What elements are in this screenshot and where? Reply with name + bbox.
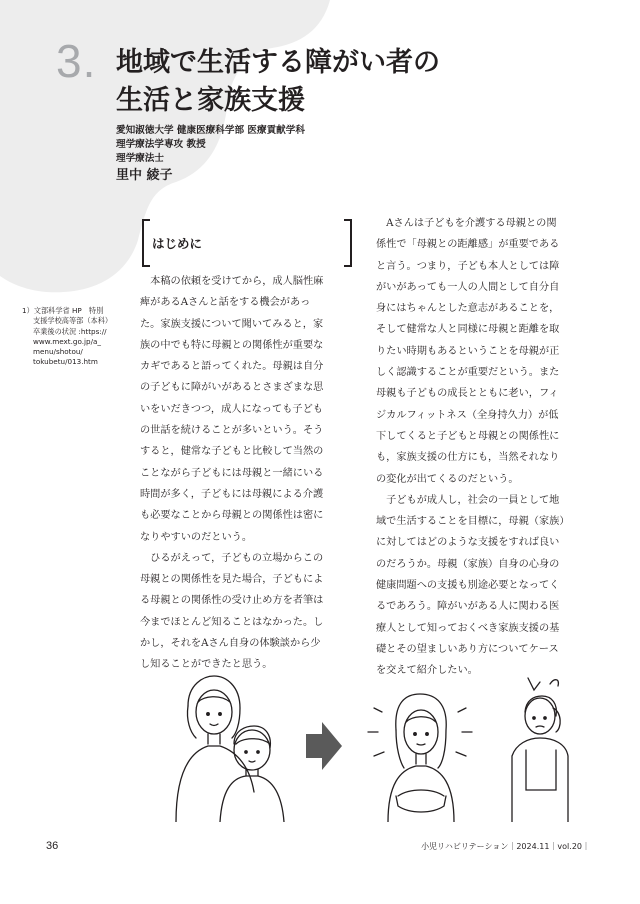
body-text-line: し知ることができたと思う。 bbox=[140, 659, 273, 671]
body-column-right bbox=[376, 213, 590, 682]
body-text-line: た。家族支援について聞いてみると，家 bbox=[140, 318, 324, 330]
footnote-line: www.mext.go.jp/a_ bbox=[33, 336, 102, 346]
title-line: 地域で生活する障がい者の bbox=[116, 47, 440, 78]
body-text-line: のだろうか。母親（家族）自身の心身の bbox=[376, 558, 560, 570]
footnote-line: 支援学校高等部（本科） bbox=[33, 316, 113, 326]
body-text-line: ひるがえって，子どもの立場からこの bbox=[140, 552, 324, 564]
body-text-line: 時間が多く，子どもには母親による介護 bbox=[140, 488, 324, 500]
body-text-line: 母親も子どもの成長とともに老い，フィ bbox=[376, 388, 559, 400]
body-text-line: も，家族支援の仕方にも，当然それなり bbox=[376, 452, 560, 464]
affiliation-line: 愛知淑徳大学 健康医療科学部 医療貢献学科 bbox=[116, 125, 305, 136]
body-text-line: 痺があるAさんと話をする機会があっ bbox=[140, 297, 311, 309]
body-text-line: Aさんは子どもを介護する母親との関 bbox=[376, 218, 557, 229]
body-text-line: 今までほとんど知ることはなかった。し bbox=[140, 616, 324, 628]
body-text-line: るであろう。障がいがある人に関わる医 bbox=[376, 601, 560, 613]
chapter-number: 3. bbox=[56, 35, 97, 87]
body-text-line: の子どもに障がいがあるとさまざまな思 bbox=[140, 382, 324, 394]
section-heading bbox=[140, 218, 354, 268]
body-text-line: いをいだきつつ，成人になっても子ども bbox=[140, 403, 323, 415]
body-text-line: しく認識することが重要だという。また bbox=[376, 367, 560, 379]
body-text-line: る母親との関係性の受け止め方を者筆は bbox=[140, 595, 324, 607]
footnote bbox=[22, 306, 126, 368]
mother-child-illustration bbox=[170, 672, 590, 822]
body-text-line: 本稿の依頼を受けてから，成人脳性麻 bbox=[140, 276, 324, 287]
arrow-right-icon bbox=[306, 722, 342, 770]
title-line: 生活と家族支援 bbox=[116, 85, 305, 116]
body-text-line: に対してはどのような支援をすれば良い bbox=[376, 537, 560, 549]
body-text-line: 下してくると子どもと母親との関係性に bbox=[376, 430, 560, 442]
body-text-line: がいがあっても一人の人間として自分自 bbox=[376, 281, 560, 293]
body-text-line: なりやすいのだという。 bbox=[140, 531, 253, 543]
body-text-line: カギであると語ってくれた。母親は自分 bbox=[140, 361, 324, 373]
affiliation-line: 理学療法士 bbox=[116, 153, 164, 164]
affiliation-line: 理学療法学専攻 教授 bbox=[116, 139, 206, 150]
body-text-line: 礎とその望ましいあり方についてケース bbox=[376, 643, 559, 655]
mother-figure-icon bbox=[176, 676, 254, 822]
body-text-line: ジカルフィットネス（全身持久力）が低 bbox=[376, 409, 559, 421]
body-text-line: 身にはちゃんとした意志があることを， bbox=[376, 303, 560, 315]
body-text-line: 母親との関係性を見た場合，子どもによ bbox=[140, 574, 324, 586]
body-text-line: 族の中でも特に母親との関係性が重要な bbox=[140, 339, 324, 351]
author-block bbox=[116, 124, 305, 185]
footnote-line: tokubetu/013.htm bbox=[33, 357, 98, 367]
body-text-line: も必要なことから母親との関係性は密に bbox=[140, 510, 324, 522]
body-text-line: と言う。つまり，子ども本人としては障 bbox=[376, 260, 560, 272]
journal-footer: 小児リハビリテーション｜2024.11｜vol.20｜ bbox=[421, 842, 590, 851]
body-column-left bbox=[140, 271, 354, 676]
woman-crossed-arms-icon bbox=[368, 694, 472, 822]
section-heading-text: はじめに bbox=[152, 236, 203, 251]
page-number: 36 bbox=[46, 840, 59, 852]
footnote-line: 1）文部科学省 HP 特別 bbox=[22, 306, 104, 315]
body-text-line: そして健常な人と同様に母親と距離を取 bbox=[376, 324, 560, 336]
body-text-line: 健康問題への支援も別途必要となってく bbox=[376, 580, 560, 592]
body-text-line: 療人として知っておくべき家族支援の基 bbox=[376, 622, 560, 634]
body-text-line: ことながら子どもには母親と一緒にいる bbox=[140, 467, 324, 479]
older-woman-icon bbox=[512, 678, 568, 822]
body-text-line: すると，健常な子どもと比較して当然の bbox=[140, 446, 324, 458]
body-text-line: の変化が出てくるのだという。 bbox=[376, 473, 519, 485]
body-text-line: 域で生活することを目標に，母親（家族） bbox=[376, 516, 570, 528]
footnote-line: menu/shotou/ bbox=[33, 347, 83, 357]
article-title bbox=[116, 44, 440, 120]
footnote-line: 卒業後の状況 :https:// bbox=[33, 326, 107, 336]
body-text-line: かし，それをAさん自身の体験談から少 bbox=[140, 638, 321, 650]
body-text-line: 子どもが成人し，社会の一員として地 bbox=[376, 494, 560, 506]
author-name: 里中 綾子 bbox=[116, 168, 173, 183]
body-text-line: りたい時期もあるということを母親が正 bbox=[376, 345, 560, 357]
body-text-line: を交えて紹介したい。 bbox=[376, 665, 478, 677]
body-text-line: 係性で「母親との距離感」が重要である bbox=[376, 239, 560, 251]
body-text-line: の世話を続けることが多いという。そう bbox=[140, 425, 324, 437]
child-figure-icon bbox=[220, 726, 284, 822]
